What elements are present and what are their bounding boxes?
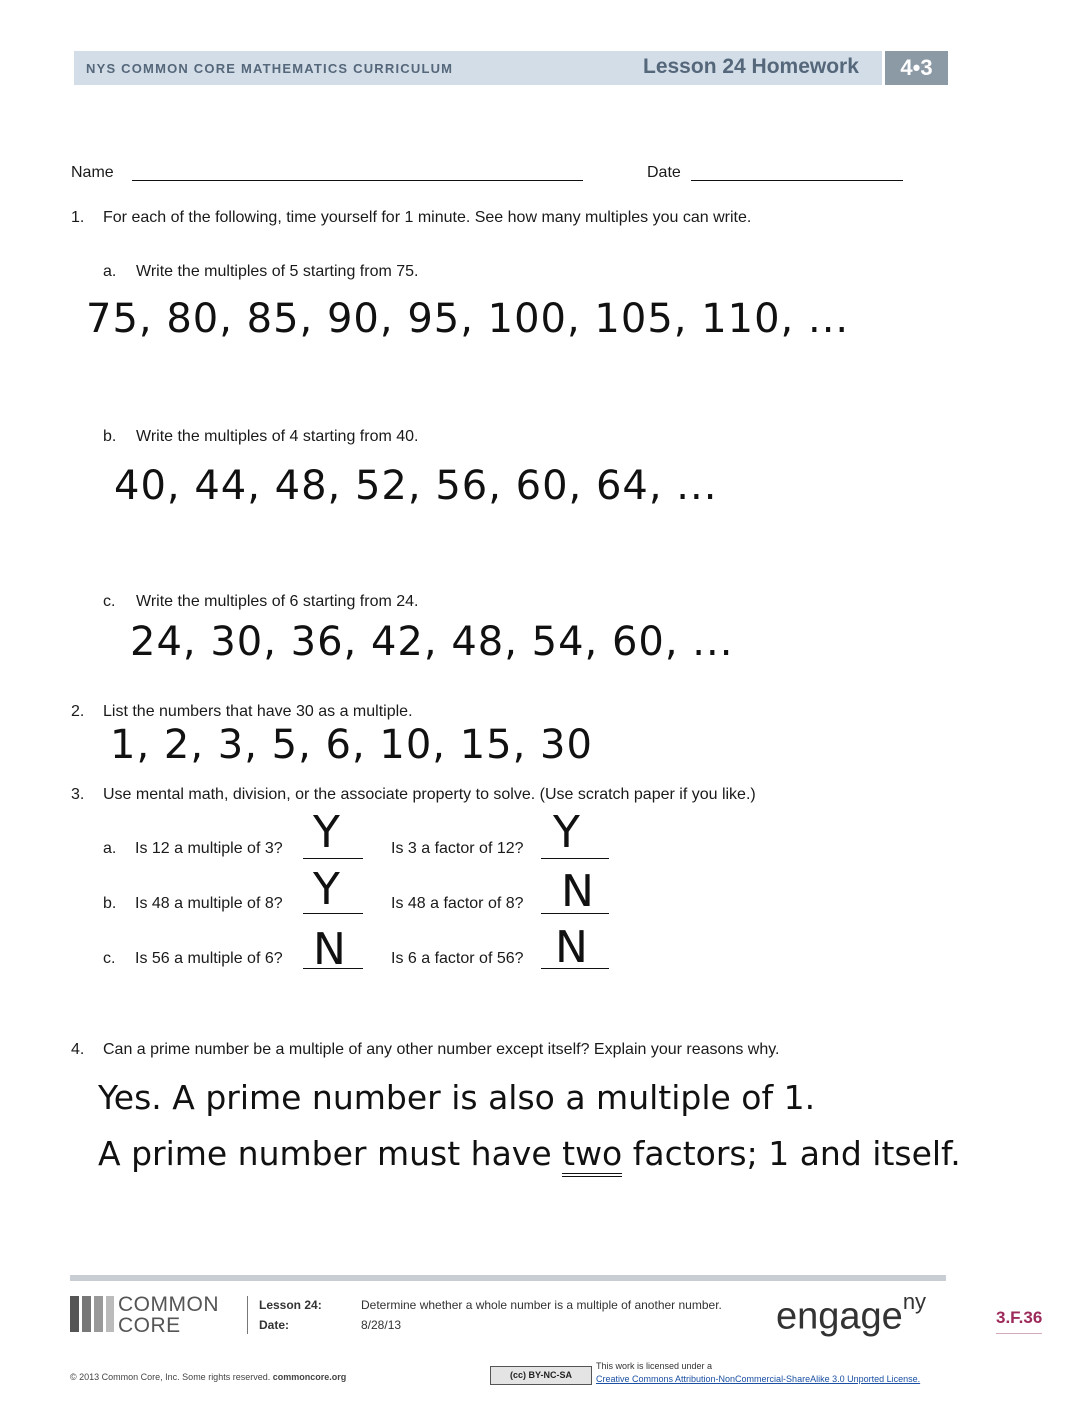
copyright — [70, 1372, 346, 1382]
q3c-left-answer: N — [313, 924, 346, 975]
q3b-left-answer: Y — [313, 864, 340, 915]
q1a-answer: 75, 80, 85, 90, 95, 100, 105, 110, ... — [86, 296, 850, 342]
q1c-prompt: Write the multiples of 6 starting from 24. — [136, 593, 419, 610]
footer-lesson-value: Determine whether a whole number is a multiple of another number. — [361, 1298, 722, 1312]
q1b-prompt: Write the multiples of 4 starting from 40. — [136, 428, 419, 445]
cc-license-badge: (cc) BY-NC-SA — [490, 1366, 592, 1385]
copyright-site: commoncore.org — [272, 1372, 347, 1382]
q1-prompt: For each of the following, time yourself for 1 minute. See how many multiples you can write. — [103, 209, 752, 226]
lesson-title: Lesson 24 Homework — [643, 55, 859, 78]
page-number: 3.F.36 — [996, 1308, 1042, 1334]
q4-number: 4. — [71, 1041, 85, 1058]
q3b-left-question: Is 48 a multiple of 8? — [135, 895, 283, 912]
q4-answer-emphasis: two — [562, 1134, 622, 1177]
q3b-right-answer: N — [561, 866, 594, 917]
q3c-left-question: Is 56 a multiple of 6? — [135, 950, 283, 967]
q1c-answer: 24, 30, 36, 42, 48, 54, 60, ... — [130, 619, 734, 665]
q1a-letter: a. — [103, 263, 117, 280]
q1b-answer: 40, 44, 48, 52, 56, 60, 64, ... — [114, 463, 718, 509]
q2-prompt: List the numbers that have 30 as a multiple. — [103, 703, 413, 720]
footer-date-value: 8/28/13 — [361, 1318, 402, 1332]
copyright-text: © 2013 Common Core, Inc. Some rights reserved. — [70, 1372, 273, 1382]
q1c-letter: c. — [103, 593, 116, 610]
q4-prompt: Can a prime number be a multiple of any other number except itself? Explain your reasons why. — [103, 1041, 780, 1058]
q3b-letter: b. — [103, 895, 117, 912]
q4-answer-line-1: Yes. A prime number is also a multiple of 1. — [98, 1078, 816, 1117]
name-field[interactable] — [132, 162, 583, 181]
q3-number: 3. — [71, 786, 85, 803]
curriculum-title: NYS COMMON CORE MATHEMATICS CURRICULUM — [86, 61, 454, 76]
engage-text: engage — [776, 1295, 903, 1338]
engageny-logo — [776, 1289, 927, 1339]
logo-line-1: COMMON — [118, 1293, 219, 1316]
date-field[interactable] — [691, 162, 903, 181]
footer-date-label: Date: — [259, 1318, 290, 1332]
footer-rule — [70, 1275, 946, 1281]
q3c-right-answer: N — [555, 922, 588, 973]
q3c-letter: c. — [103, 950, 116, 967]
q3a-letter: a. — [103, 840, 117, 857]
q3a-left-question: Is 12 a multiple of 3? — [135, 840, 283, 857]
logo-line-2: CORE — [118, 1314, 181, 1337]
common-core-logo-text — [118, 1294, 219, 1336]
license-intro: This work is licensed under a — [596, 1361, 713, 1371]
footer-divider — [247, 1296, 248, 1334]
engage-sup: ny — [902, 1289, 927, 1314]
common-core-logo-icon — [70, 1296, 114, 1332]
q1b-letter: b. — [103, 428, 117, 445]
footer-lesson-label: Lesson 24: — [259, 1298, 322, 1312]
q2-answer: 1, 2, 3, 5, 6, 10, 15, 30 — [110, 722, 593, 768]
q3b-right-question: Is 48 a factor of 8? — [391, 895, 524, 912]
q1-number: 1. — [71, 209, 85, 226]
q3a-right-question: Is 3 a factor of 12? — [391, 840, 524, 857]
q4-answer-line-2-start: A prime number must have — [98, 1134, 563, 1173]
date-label: Date — [647, 164, 681, 181]
license-link[interactable]: Creative Commons Attribution-NonCommercial-ShareAlike 3.0 Unported License. — [596, 1374, 921, 1384]
name-label: Name — [71, 164, 114, 181]
q3-prompt: Use mental math, division, or the associate property to solve. (Use scratch paper if you like.) — [103, 786, 756, 803]
module-badge: 4•3 — [885, 51, 948, 85]
q4-answer-line-2-end: factors; 1 and itself. — [622, 1134, 961, 1173]
q2-number: 2. — [71, 703, 85, 720]
q3c-right-question: Is 6 a factor of 56? — [391, 950, 524, 967]
q4-answer-line-2 — [98, 1134, 961, 1173]
q3a-left-answer: Y — [313, 807, 340, 858]
q1a-prompt: Write the multiples of 5 starting from 75. — [136, 263, 419, 280]
q3a-right-answer: Y — [553, 807, 580, 858]
